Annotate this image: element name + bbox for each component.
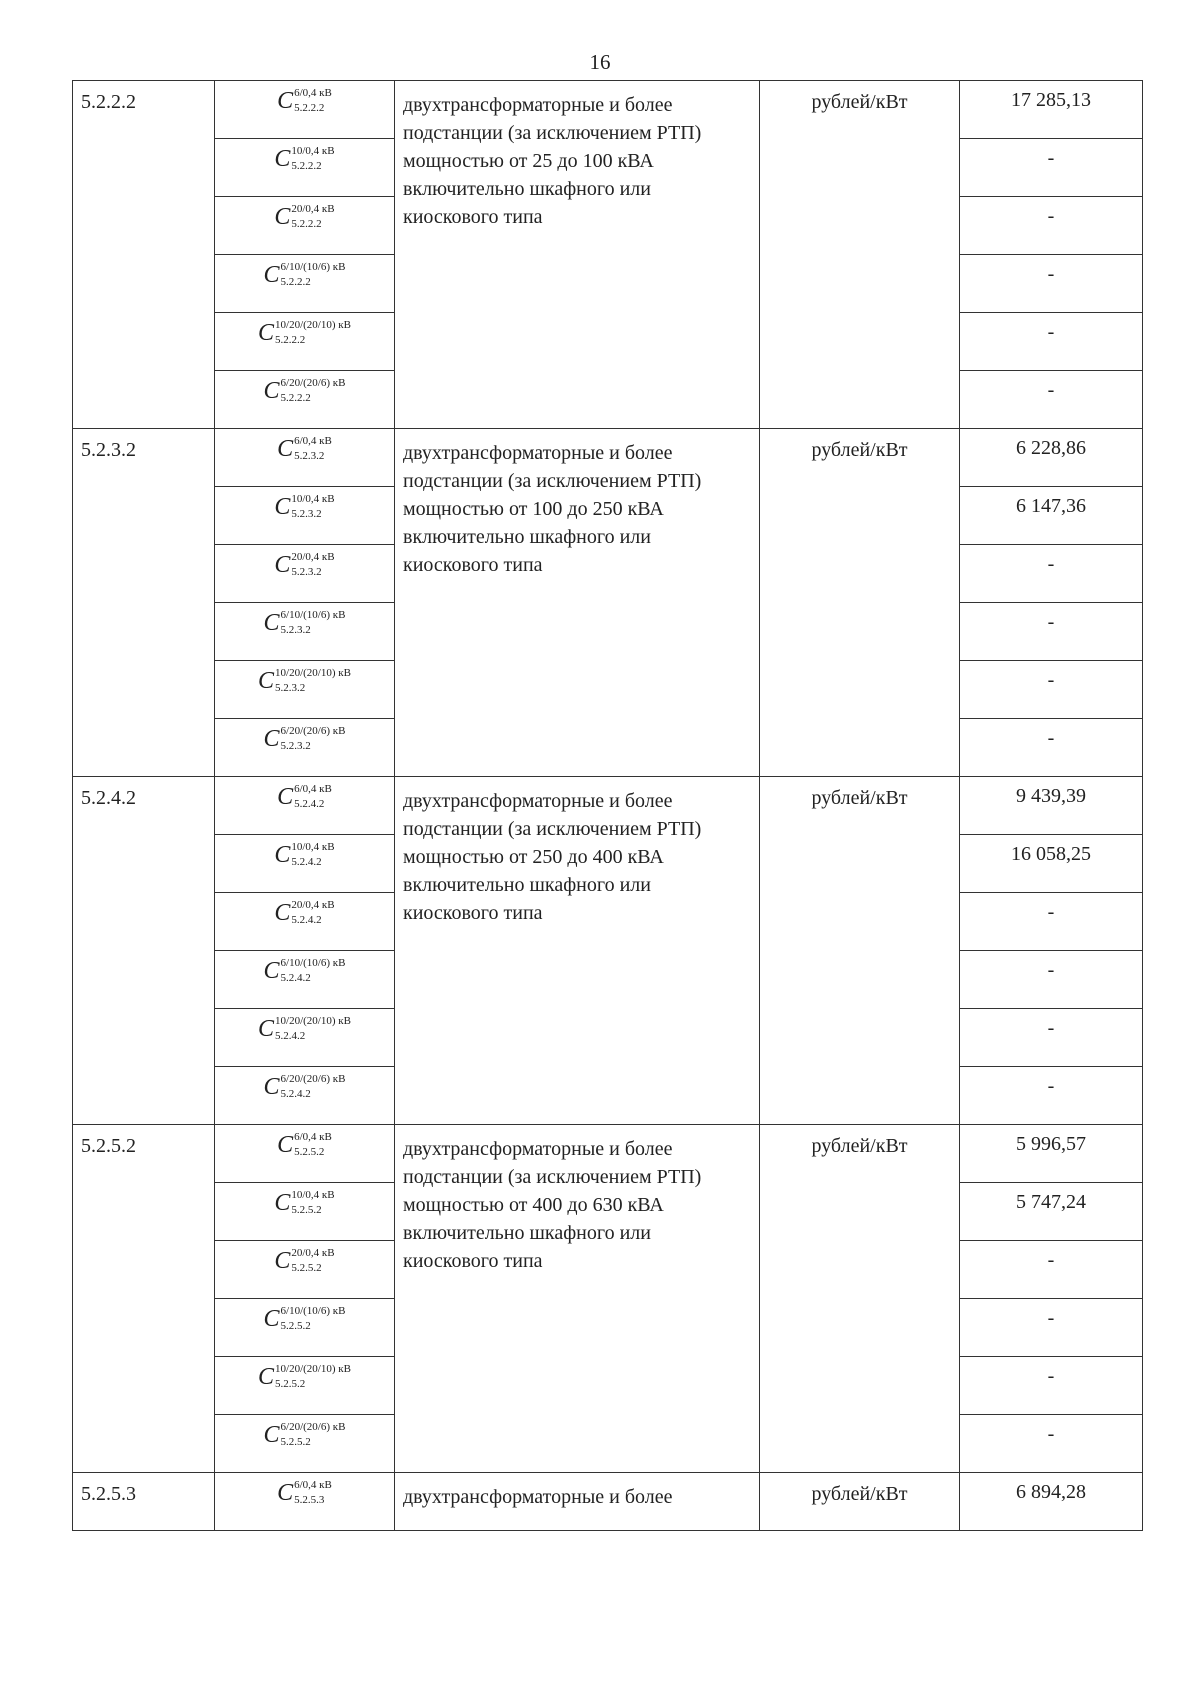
rate-formula [215, 81, 395, 139]
formula-symbol [277, 87, 332, 115]
formula-letter: C [274, 1190, 291, 1216]
rate-formula [215, 1183, 395, 1241]
rate-value: - [960, 719, 1143, 777]
rate-formula [215, 951, 395, 1009]
rate-value: - [960, 197, 1143, 255]
formula-indices [291, 899, 334, 927]
item-unit: рублей/кВт [760, 81, 960, 429]
formula-letter: C [274, 552, 291, 578]
formula-symbol [258, 667, 351, 695]
formula-indices [281, 609, 346, 637]
item-unit: рублей/кВт [760, 429, 960, 777]
formula-symbol [277, 783, 332, 811]
item-description: двухтрансформаторные и более подстанции (за исключением РТП) мощностью от 400 до 630 кВА включительно шкафного или киоскового типа [395, 1125, 760, 1473]
index-subscript: 5.2.4.2 [294, 798, 325, 810]
rate-formula [215, 197, 395, 255]
rate-value: - [960, 1067, 1143, 1125]
rate-value: - [960, 1241, 1143, 1299]
rate-formula [215, 1299, 395, 1357]
table-row [73, 777, 1143, 835]
voltage-superscript: 6/10/(10/6) кВ [280, 1305, 346, 1317]
formula-symbol [274, 551, 334, 579]
rate-formula [215, 429, 395, 487]
index-subscript: 5.2.5.2 [291, 1204, 322, 1216]
formula-indices [294, 435, 332, 463]
item-code: 5.2.3.2 [73, 429, 215, 777]
index-subscript: 5.2.5.2 [291, 1262, 322, 1274]
formula-symbol [264, 957, 346, 985]
index-subscript: 5.2.3.2 [280, 740, 311, 752]
formula-symbol [277, 1131, 332, 1159]
rate-formula [215, 1415, 395, 1473]
rate-value: - [960, 545, 1143, 603]
voltage-superscript: 6/10/(10/6) кВ [280, 261, 346, 273]
rate-formula [215, 1009, 395, 1067]
voltage-superscript: 10/20/(20/10) кВ [275, 319, 351, 331]
rate-value: - [960, 893, 1143, 951]
index-subscript: 5.2.2.2 [294, 102, 325, 114]
item-unit: рублей/кВт [760, 1125, 960, 1473]
voltage-superscript: 6/20/(20/6) кВ [280, 1073, 346, 1085]
voltage-superscript: 6/0,4 кВ [294, 1131, 332, 1143]
formula-indices [291, 493, 334, 521]
table-row [73, 1473, 1143, 1531]
formula-symbol [274, 1247, 334, 1275]
rate-formula [215, 1125, 395, 1183]
voltage-superscript: 6/20/(20/6) кВ [280, 1421, 346, 1433]
formula-indices [275, 319, 351, 347]
index-subscript: 5.2.3.2 [280, 624, 311, 636]
formula-symbol [274, 145, 334, 173]
formula-letter: C [274, 204, 291, 230]
index-subscript: 5.2.5.3 [294, 1494, 325, 1506]
index-subscript: 5.2.3.2 [275, 682, 306, 694]
voltage-superscript: 10/20/(20/10) кВ [275, 667, 351, 679]
rate-formula [215, 603, 395, 661]
formula-indices [281, 261, 346, 289]
formula-letter: C [258, 1016, 275, 1042]
formula-indices [291, 203, 334, 231]
rate-formula [215, 1067, 395, 1125]
formula-indices [294, 87, 332, 115]
index-subscript: 5.2.4.2 [280, 1088, 311, 1100]
table-row [73, 81, 1143, 139]
index-subscript: 5.2.4.2 [291, 914, 322, 926]
formula-symbol [274, 899, 334, 927]
voltage-superscript: 6/0,4 кВ [294, 1479, 332, 1491]
formula-symbol [264, 1305, 346, 1333]
index-subscript: 5.2.3.2 [291, 566, 322, 578]
formula-letter: C [263, 1306, 280, 1332]
index-subscript: 5.2.4.2 [280, 972, 311, 984]
formula-letter: C [274, 842, 291, 868]
rate-value: 5 996,57 [960, 1125, 1143, 1183]
rate-formula [215, 661, 395, 719]
formula-symbol [274, 841, 334, 869]
index-subscript: 5.2.2.2 [275, 334, 306, 346]
formula-letter: C [263, 958, 280, 984]
formula-symbol [258, 319, 351, 347]
index-subscript: 5.2.5.2 [294, 1146, 325, 1158]
rate-value: - [960, 1415, 1143, 1473]
rate-value: 6 228,86 [960, 429, 1143, 487]
formula-indices [294, 1479, 332, 1507]
formula-letter: C [277, 88, 294, 114]
formula-letter: C [263, 726, 280, 752]
formula-letter: C [277, 436, 294, 462]
rate-formula [215, 255, 395, 313]
index-subscript: 5.2.4.2 [275, 1030, 306, 1042]
rate-formula [215, 719, 395, 777]
table-row [73, 1125, 1143, 1183]
voltage-superscript: 10/20/(20/10) кВ [275, 1363, 351, 1375]
rate-value: - [960, 1299, 1143, 1357]
voltage-superscript: 20/0,4 кВ [291, 1247, 335, 1259]
formula-symbol [277, 435, 332, 463]
formula-indices [281, 1073, 346, 1101]
formula-indices [294, 1131, 332, 1159]
formula-letter: C [263, 262, 280, 288]
item-code: 5.2.5.3 [73, 1473, 215, 1531]
formula-symbol [264, 609, 346, 637]
rate-value: - [960, 1357, 1143, 1415]
rate-value: - [960, 951, 1143, 1009]
rate-formula [215, 1473, 395, 1531]
formula-symbol [264, 725, 346, 753]
voltage-superscript: 6/0,4 кВ [294, 87, 332, 99]
index-subscript: 5.2.2.2 [291, 218, 322, 230]
index-subscript: 5.2.2.2 [280, 392, 311, 404]
rate-value: 6 147,36 [960, 487, 1143, 545]
formula-letter: C [263, 378, 280, 404]
rate-value: - [960, 661, 1143, 719]
rate-value: 9 439,39 [960, 777, 1143, 835]
voltage-superscript: 6/20/(20/6) кВ [280, 377, 346, 389]
item-code: 5.2.2.2 [73, 81, 215, 429]
rate-formula [215, 545, 395, 603]
rate-formula [215, 835, 395, 893]
formula-indices [281, 377, 346, 405]
formula-indices [291, 1247, 334, 1275]
tariff-table [72, 80, 1143, 1531]
rate-formula [215, 313, 395, 371]
formula-letter: C [258, 1364, 275, 1390]
voltage-superscript: 10/20/(20/10) кВ [275, 1015, 351, 1027]
formula-symbol [274, 1189, 334, 1217]
rate-formula [215, 777, 395, 835]
formula-symbol [277, 1479, 332, 1507]
rate-value: - [960, 371, 1143, 429]
formula-letter: C [263, 1074, 280, 1100]
voltage-superscript: 10/0,4 кВ [291, 145, 335, 157]
index-subscript: 5.2.3.2 [294, 450, 325, 462]
formula-letter: C [274, 900, 291, 926]
rate-value: - [960, 139, 1143, 197]
index-subscript: 5.2.5.2 [280, 1320, 311, 1332]
formula-symbol [264, 261, 346, 289]
formula-indices [275, 1015, 351, 1043]
rate-value: 5 747,24 [960, 1183, 1143, 1241]
rate-value: - [960, 313, 1143, 371]
rate-formula [215, 1241, 395, 1299]
voltage-superscript: 6/0,4 кВ [294, 783, 332, 795]
formula-letter: C [274, 1248, 291, 1274]
rate-value: 16 058,25 [960, 835, 1143, 893]
formula-symbol [258, 1363, 351, 1391]
index-subscript: 5.2.3.2 [291, 508, 322, 520]
rate-formula [215, 893, 395, 951]
voltage-superscript: 6/10/(10/6) кВ [280, 957, 346, 969]
index-subscript: 5.2.5.2 [280, 1436, 311, 1448]
formula-letter: C [258, 320, 275, 346]
formula-symbol [264, 377, 346, 405]
table-row [73, 429, 1143, 487]
formula-symbol [264, 1073, 346, 1101]
voltage-superscript: 20/0,4 кВ [291, 551, 335, 563]
index-subscript: 5.2.2.2 [291, 160, 322, 172]
rate-value: - [960, 603, 1143, 661]
rate-formula [215, 371, 395, 429]
formula-letter: C [274, 494, 291, 520]
formula-letter: C [277, 1132, 294, 1158]
formula-indices [281, 1305, 346, 1333]
index-subscript: 5.2.5.2 [275, 1378, 306, 1390]
rate-value: - [960, 255, 1143, 313]
formula-letter: C [263, 1422, 280, 1448]
rate-formula [215, 487, 395, 545]
rate-value: - [960, 1009, 1143, 1067]
rate-value: 6 894,28 [960, 1473, 1143, 1531]
voltage-superscript: 10/0,4 кВ [291, 841, 335, 853]
formula-indices [281, 957, 346, 985]
rate-value: 17 285,13 [960, 81, 1143, 139]
item-code: 5.2.4.2 [73, 777, 215, 1125]
voltage-superscript: 10/0,4 кВ [291, 493, 335, 505]
item-unit: рублей/кВт [760, 1473, 960, 1531]
voltage-superscript: 20/0,4 кВ [291, 203, 335, 215]
formula-letter: C [277, 784, 294, 810]
formula-indices [291, 551, 334, 579]
item-description: двухтрансформаторные и более подстанции (за исключением РТП) мощностью от 100 до 250 кВА включительно шкафного или киоскового типа [395, 429, 760, 777]
formula-symbol [258, 1015, 351, 1043]
formula-indices [291, 841, 334, 869]
item-description: двухтрансформаторные и более подстанции (за исключением РТП) мощностью от 250 до 400 кВА включительно шкафного или киоскового типа [395, 777, 760, 1125]
voltage-superscript: 6/0,4 кВ [294, 435, 332, 447]
formula-letter: C [263, 610, 280, 636]
formula-indices [275, 667, 351, 695]
rate-formula [215, 139, 395, 197]
formula-letter: C [277, 1480, 294, 1506]
formula-indices [291, 145, 334, 173]
voltage-superscript: 10/0,4 кВ [291, 1189, 335, 1201]
page-number: 16 [589, 50, 611, 74]
index-subscript: 5.2.2.2 [280, 276, 311, 288]
formula-indices [294, 783, 332, 811]
voltage-superscript: 6/20/(20/6) кВ [280, 725, 346, 737]
item-code: 5.2.5.2 [73, 1125, 215, 1473]
item-unit: рублей/кВт [760, 777, 960, 1125]
voltage-superscript: 20/0,4 кВ [291, 899, 335, 911]
formula-symbol [264, 1421, 346, 1449]
formula-letter: C [258, 668, 275, 694]
index-subscript: 5.2.4.2 [291, 856, 322, 868]
formula-symbol [274, 493, 334, 521]
voltage-superscript: 6/10/(10/6) кВ [280, 609, 346, 621]
formula-symbol [274, 203, 334, 231]
item-description: двухтрансформаторные и более [395, 1473, 760, 1531]
formula-indices [281, 1421, 346, 1449]
formula-indices [275, 1363, 351, 1391]
formula-indices [281, 725, 346, 753]
formula-indices [291, 1189, 334, 1217]
rate-formula [215, 1357, 395, 1415]
item-description: двухтрансформаторные и более подстанции (за исключением РТП) мощностью от 25 до 100 кВА включительно шкафного или киоскового типа [395, 81, 760, 429]
formula-letter: C [274, 146, 291, 172]
